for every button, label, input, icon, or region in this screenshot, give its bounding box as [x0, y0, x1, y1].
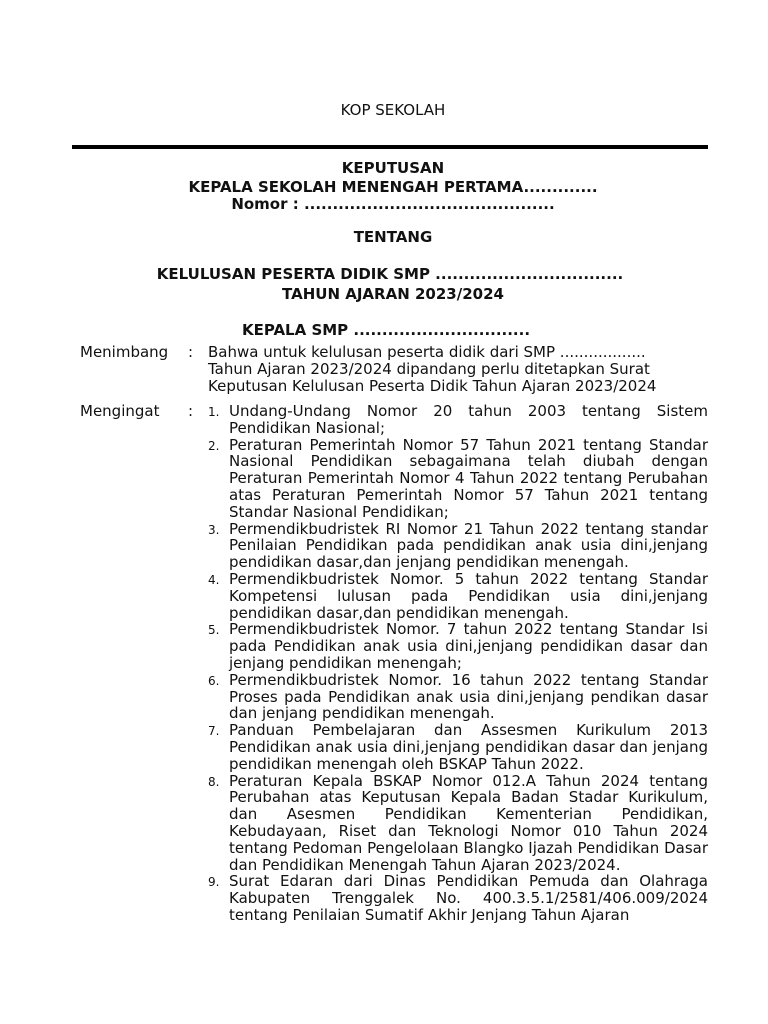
list-item: [208, 437, 708, 521]
letterhead-divider: [72, 145, 708, 149]
list-item-text: Peraturan Pemerintah Nomor 57 Tahun 2021 tentang Standar Nasional Pendidikan sebagaimana telah diubah dengan Peraturan Pemerintah Nomor 4 Tahun 2022 tentang Perubahan atas Peraturan Pemerintah Nomor 57 Tahun 2021 tentang Standar Nasional Pendidikan;: [229, 435, 708, 521]
doc-title-school: KEPALA SEKOLAH MENENGAH PERTAMA.............: [188, 178, 598, 196]
mengingat-label: Mengingat: [80, 402, 160, 420]
doc-title: KEPUTUSAN: [341, 159, 445, 177]
mengingat-colon: :: [188, 402, 194, 420]
list-item-text: Permendikbudristek Nomor. 5 tahun 2022 tentang Standar Kompetensi lulusan pada Pendidikan usia dini,jenjang pendidikan dasar,dan pendidikan menengah.: [229, 569, 708, 622]
list-item-number: 1.: [208, 405, 220, 419]
list-item-text: Surat Edaran dari Dinas Pendidikan Pemuda dan Olahraga Kabupaten Trenggalek No. 400.3.5.1/2581/406.009/2024 tentang Penilaian Sumatif Akhir Jenjang Tahun Ajaran: [229, 872, 708, 924]
list-item: [208, 403, 708, 437]
list-item-text: Permendikbudristek RI Nomor 21 Tahun 2022 tentang standar Penilaian Pendidikan pada pendidikan anak usia dini,jenjang pendidikan dasar,dan jenjang pendidikan menengah.: [229, 519, 708, 572]
letterhead-kop: KOP SEKOLAH: [340, 101, 446, 119]
list-item-text: Permendikbudristek Nomor. 16 tahun 2022 tentang Standar Proses pada Pendidikan anak usia dini,jenjang pendikan dasar dan jenjang pendidikan menengah.: [229, 670, 708, 723]
menimbang-line: Bahwa untuk kelulusan peserta didik dari SMP ..................: [208, 343, 646, 361]
doc-number: Nomor : ............................................: [231, 195, 555, 213]
list-item-number: 7.: [208, 724, 220, 739]
list-item: [208, 521, 708, 571]
doc-tentang: TENTANG: [353, 228, 433, 246]
doc-subject-year: TAHUN AJARAN 2023/2024: [282, 285, 504, 303]
list-item: [208, 773, 708, 874]
list-item-text: Peraturan Kepala BSKAP Nomor 012.A Tahun 2024 tentang Perubahan atas Keputusan Kepala Badan Stadar Kurikulum, dan Asesmen Pendidikan Kementerian Pendidikan, Kebudayaan, Riset dan Teknologi Nomor 010 Tahun 2024 tentang Pedoman Pengelolaan Blangko Ijazah Pendidikan Dasar dan Pendidikan Menengah Tahun Ajaran 2023/2024.: [229, 771, 708, 874]
menimbang-line: Tahun Ajaran 2023/2024 dipandang perlu ditetapkan Surat: [208, 359, 650, 378]
doc-subject: KELULUSAN PESERTA DIDIK SMP .................................: [156, 265, 624, 283]
list-item-number: 8.: [208, 774, 220, 789]
list-item-number: 3.: [208, 522, 220, 537]
list-item-number: 9.: [208, 875, 220, 890]
list-item-number: 5.: [208, 623, 220, 638]
list-item: [208, 571, 708, 621]
list-item-text: Panduan Pembelajaran dan Assesmen Kurikulum 2013 Pendidikan anak usia dini,jenjang pendidikan dasar dan jenjang pendidikan menengah oleh BSKAP Tahun 2022.: [229, 721, 708, 773]
list-item-number: 4.: [208, 572, 220, 587]
doc-kepala: KEPALA SMP ...............................: [241, 321, 531, 339]
list-item-text: Permendikbudristek Nomor. 7 tahun 2022 tentang Standar Isi pada Pendidikan anak usia dini,jenjang pendidikan dasar dan jenjang pendidikan menengah;: [229, 620, 708, 672]
menimbang-line: Keputusan Kelulusan Peserta Didik Tahun Ajaran 2023/2024: [208, 376, 657, 395]
list-item-number: 6.: [208, 673, 220, 688]
list-item-text: Undang-Undang Nomor 20 tahun 2003 tentang Sistem Pendidikan Nasional;: [229, 402, 708, 437]
menimbang-label: Menimbang: [80, 343, 169, 361]
mengingat-list-wrap: [208, 403, 708, 924]
list-item-number: 2.: [208, 438, 220, 453]
mengingat-list: [208, 403, 708, 924]
menimbang-colon: :: [188, 343, 194, 361]
menimbang-text: [208, 344, 708, 394]
list-item: [208, 621, 708, 671]
list-item: [208, 672, 708, 722]
list-item: [208, 722, 708, 772]
list-item: [208, 873, 708, 923]
